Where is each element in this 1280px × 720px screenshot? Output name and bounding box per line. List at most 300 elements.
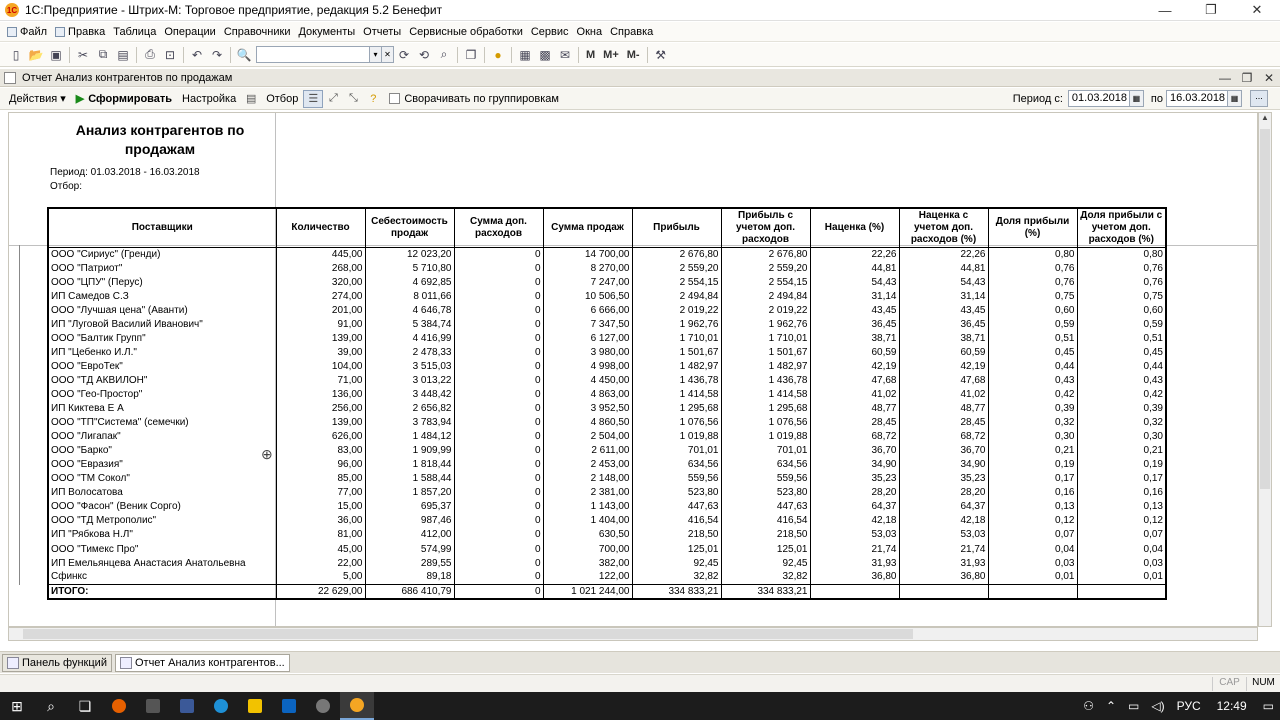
num-indicator: NUM bbox=[1246, 677, 1280, 691]
table-cell-value: 48,77 bbox=[810, 402, 899, 416]
settings-button[interactable]: Настройка bbox=[182, 92, 237, 105]
table-cell-value: 0,32 bbox=[1077, 416, 1166, 430]
table-cell-value: 523,80 bbox=[632, 486, 721, 500]
collapse-groups-checkbox[interactable] bbox=[389, 93, 400, 104]
edge-icon[interactable] bbox=[204, 692, 238, 720]
document-title: Отчет Анализ контрагентов по продажам bbox=[22, 71, 233, 84]
period-to-label: по bbox=[1150, 92, 1163, 105]
table-row[interactable] bbox=[48, 261, 1166, 275]
scrollbar-thumb[interactable] bbox=[1260, 129, 1270, 489]
table-cell-value: 38,71 bbox=[899, 331, 988, 345]
calendar-icon[interactable]: ▦ bbox=[1130, 90, 1144, 107]
table-cell-value: 1 436,78 bbox=[721, 373, 810, 387]
table-cell-value: 2 554,15 bbox=[632, 275, 721, 289]
memory-subtract-button[interactable]: M- bbox=[626, 48, 640, 61]
menu-operations[interactable]: Операции bbox=[164, 25, 216, 38]
table-cell-value: 0 bbox=[454, 556, 543, 570]
table-cell-value: 686 410,79 bbox=[365, 584, 454, 599]
play-icon: ▶ bbox=[75, 93, 85, 105]
menu-edit-label: Правка bbox=[68, 25, 106, 38]
scroll-up-icon[interactable]: ▲ bbox=[1261, 113, 1269, 122]
table-header-row bbox=[48, 208, 1166, 247]
table-cell-value: 60,59 bbox=[899, 345, 988, 359]
table-cell-value: 0 bbox=[454, 542, 543, 556]
table-row[interactable] bbox=[48, 472, 1166, 486]
table-row[interactable] bbox=[48, 345, 1166, 359]
cursor-icon: ⊕ bbox=[261, 446, 273, 462]
menu-windows[interactable]: Окна bbox=[576, 25, 603, 38]
firefox-icon[interactable] bbox=[102, 692, 136, 720]
table-cell-value: 2 148,00 bbox=[543, 472, 632, 486]
table-total-row[interactable] bbox=[48, 584, 1166, 599]
table-cell-value: 0 bbox=[454, 345, 543, 359]
outlook-icon[interactable] bbox=[272, 692, 306, 720]
filter-icon[interactable]: ▤ bbox=[246, 93, 257, 105]
table-cell-value: 0,45 bbox=[988, 345, 1077, 359]
table-row[interactable] bbox=[48, 486, 1166, 500]
table-cell-value: 2 656,82 bbox=[365, 402, 454, 416]
report-spreadsheet[interactable] bbox=[8, 112, 1258, 627]
table-cell-value: 2 019,22 bbox=[632, 303, 721, 317]
notifications-icon[interactable]: ▭ bbox=[1262, 699, 1274, 713]
table-cell-supplier: ООО "Патриот" bbox=[48, 261, 276, 275]
table-row[interactable] bbox=[48, 528, 1166, 542]
column-header-cost: Себестоимость продаж bbox=[365, 208, 454, 247]
table-cell-value: 0,75 bbox=[988, 289, 1077, 303]
copy-icon[interactable]: ⧉ bbox=[98, 47, 108, 61]
table-row[interactable] bbox=[48, 247, 1166, 261]
table-cell-value: 0 bbox=[454, 373, 543, 387]
table-cell-value: 268,00 bbox=[276, 261, 365, 275]
open-folder-icon[interactable]: 📂 bbox=[28, 47, 44, 62]
table-cell-value: 630,50 bbox=[543, 528, 632, 542]
save-app-icon[interactable] bbox=[170, 692, 204, 720]
table-cell-value: 4 416,99 bbox=[365, 331, 454, 345]
table-cell-value: 91,00 bbox=[276, 317, 365, 331]
table-cell-supplier: ООО "Балтик Групп" bbox=[48, 331, 276, 345]
redo-icon[interactable]: ↷ bbox=[211, 47, 223, 62]
table-cell-value: 6 127,00 bbox=[543, 331, 632, 345]
horizontal-scrollbar[interactable] bbox=[8, 627, 1258, 641]
table-row[interactable] bbox=[48, 303, 1166, 317]
table-row[interactable] bbox=[48, 402, 1166, 416]
table-cell-value: 21,74 bbox=[810, 542, 899, 556]
tab-report[interactable] bbox=[115, 654, 290, 672]
table-cell-value: 36,45 bbox=[899, 317, 988, 331]
table-cell-value: 3 783,94 bbox=[365, 416, 454, 430]
table-cell-value: 0 bbox=[454, 416, 543, 430]
vertical-scrollbar[interactable] bbox=[1258, 112, 1272, 627]
table-cell-value: 0,80 bbox=[988, 247, 1077, 261]
table-cell-supplier: ООО "Гео-Простор" bbox=[48, 387, 276, 401]
doc-restore-button[interactable]: ❐ bbox=[1241, 70, 1253, 85]
table-cell-value: 0,76 bbox=[1077, 261, 1166, 275]
table-cell-value: 701,01 bbox=[632, 444, 721, 458]
table-cell-supplier: ООО "ЦПУ" (Перус) bbox=[48, 275, 276, 289]
info-icon[interactable]: ● bbox=[494, 47, 502, 62]
table-cell-value: 38,71 bbox=[810, 331, 899, 345]
table-cell-value: 47,68 bbox=[810, 373, 899, 387]
table-cell-value: 0,17 bbox=[988, 472, 1077, 486]
menu-table[interactable]: Таблица bbox=[113, 25, 157, 38]
table-cell-value: 14 700,00 bbox=[543, 247, 632, 261]
report-title: Анализ контрагентов по продажам bbox=[75, 122, 245, 157]
table-cell-supplier: ООО "ЕвроТек" bbox=[48, 359, 276, 373]
table-cell-value: 334 833,21 bbox=[721, 584, 810, 599]
undo-icon[interactable]: ↶ bbox=[191, 47, 203, 62]
table-cell-value: 60,59 bbox=[810, 345, 899, 359]
table-cell-value: 35,23 bbox=[899, 472, 988, 486]
table-row[interactable] bbox=[48, 416, 1166, 430]
app-logo-icon: 1С bbox=[5, 3, 19, 17]
table-cell-value: 0 bbox=[454, 303, 543, 317]
table-cell-value: 4 860,50 bbox=[543, 416, 632, 430]
table-cell-value: 1 295,68 bbox=[632, 402, 721, 416]
table-cell-value: 1 501,67 bbox=[632, 345, 721, 359]
file-menu-icon bbox=[7, 27, 17, 37]
table-row[interactable] bbox=[48, 556, 1166, 570]
table-cell-value: 2 554,15 bbox=[721, 275, 810, 289]
table-view-icon[interactable]: ☰ bbox=[303, 90, 323, 108]
table-cell-value: 0,39 bbox=[988, 402, 1077, 416]
main-toolbar bbox=[0, 43, 1280, 67]
table-cell-value: 2 478,33 bbox=[365, 345, 454, 359]
task-view-icon[interactable]: ❏ bbox=[78, 697, 92, 714]
table-cell-value: 28,45 bbox=[810, 416, 899, 430]
table-cell-value: 0 bbox=[454, 472, 543, 486]
table-cell-value: 0,17 bbox=[1077, 472, 1166, 486]
table-cell-value: 44,81 bbox=[899, 261, 988, 275]
column-header-suppliers: Поставщики bbox=[48, 208, 276, 247]
document-toolbar bbox=[0, 88, 1280, 110]
menu-edit[interactable] bbox=[52, 26, 110, 38]
chevron-up-icon[interactable]: ⌃ bbox=[1105, 699, 1117, 713]
find-all-icon[interactable]: ⌕ bbox=[440, 47, 448, 61]
table-cell-value: 36,45 bbox=[810, 317, 899, 331]
table-cell-supplier: ООО "Евразия" bbox=[48, 458, 276, 472]
table-cell-value: 2 611,00 bbox=[543, 444, 632, 458]
app-icon[interactable] bbox=[306, 692, 340, 720]
table-cell-supplier: ООО "Лигапак" bbox=[48, 430, 276, 444]
network-icon[interactable]: ▭ bbox=[1128, 699, 1140, 713]
table-cell-value: 41,02 bbox=[810, 387, 899, 401]
windows-taskbar bbox=[0, 692, 1280, 720]
toolbar-separator bbox=[230, 47, 231, 63]
caps-indicator: CAP bbox=[1212, 677, 1246, 691]
toolbar-separator bbox=[136, 47, 137, 63]
table-row[interactable] bbox=[48, 570, 1166, 584]
menu-catalogs[interactable]: Справочники bbox=[223, 25, 291, 38]
period-from-input[interactable]: 01.03.2018 bbox=[1068, 90, 1130, 107]
table-cell-value: 256,00 bbox=[276, 402, 365, 416]
calendar-icon[interactable]: ▩ bbox=[539, 47, 551, 62]
expand-icon[interactable]: ⤢ bbox=[328, 92, 338, 104]
menu-bar bbox=[0, 22, 1280, 42]
tab-label: Отчет Анализ контрагентов... bbox=[134, 656, 285, 669]
table-cell-value: 2 453,00 bbox=[543, 458, 632, 472]
column-header-sales: Сумма продаж bbox=[543, 208, 632, 247]
table-cell-value: 136,00 bbox=[276, 387, 365, 401]
toolbar-separator bbox=[511, 47, 512, 63]
table-cell-value: 416,54 bbox=[721, 514, 810, 528]
memory-add-button[interactable]: M+ bbox=[603, 48, 619, 61]
menu-reports[interactable]: Отчеты bbox=[363, 25, 402, 38]
generate-button[interactable] bbox=[71, 92, 177, 105]
table-row[interactable] bbox=[48, 500, 1166, 514]
search-input[interactable] bbox=[256, 46, 370, 63]
menu-file[interactable] bbox=[4, 26, 52, 38]
table-cell-value: 77,00 bbox=[276, 486, 365, 500]
table-cell-value: 53,03 bbox=[899, 528, 988, 542]
table-row[interactable] bbox=[48, 387, 1166, 401]
start-icon[interactable]: ⊞ bbox=[11, 697, 23, 714]
table-row[interactable] bbox=[48, 275, 1166, 289]
menu-service-processing[interactable]: Сервисные обработки bbox=[409, 25, 523, 38]
doc-close-button[interactable]: ✕ bbox=[1263, 70, 1275, 85]
table-cell-value: 28,20 bbox=[899, 486, 988, 500]
actions-menu[interactable]: Действия ▾ bbox=[9, 93, 66, 105]
table-cell-value: 125,01 bbox=[632, 542, 721, 556]
table-cell-value: 416,54 bbox=[632, 514, 721, 528]
table-cell-value: 3 013,22 bbox=[365, 373, 454, 387]
table-cell-value: 8 270,00 bbox=[543, 261, 632, 275]
table-cell-value: 4 450,00 bbox=[543, 373, 632, 387]
table-cell-value: 0 bbox=[454, 430, 543, 444]
volume-icon[interactable]: ◁) bbox=[1151, 699, 1165, 713]
report-icon bbox=[120, 657, 132, 669]
table-cell-value: 96,00 bbox=[276, 458, 365, 472]
memory-button[interactable]: M bbox=[586, 48, 596, 61]
table-cell-value: 0 bbox=[454, 359, 543, 373]
period-from-label: Период с: bbox=[1012, 92, 1063, 105]
table-cell-value: 0 bbox=[454, 528, 543, 542]
clear-search-icon[interactable]: ✕ bbox=[382, 46, 394, 63]
table-cell-value: 0,59 bbox=[1077, 317, 1166, 331]
table-cell-value: 28,20 bbox=[810, 486, 899, 500]
table-row[interactable] bbox=[48, 458, 1166, 472]
filter-button[interactable]: Отбор bbox=[266, 92, 299, 105]
table-cell-value: 0,59 bbox=[988, 317, 1077, 331]
table-cell-value: 0,75 bbox=[1077, 289, 1166, 303]
table-cell-value: 4 646,78 bbox=[365, 303, 454, 317]
menu-documents[interactable]: Документы bbox=[298, 25, 356, 38]
table-cell-value: 36,70 bbox=[899, 444, 988, 458]
table-cell-value: 447,63 bbox=[632, 500, 721, 514]
table-cell-value: 85,00 bbox=[276, 472, 365, 486]
table-cell-value: 0,60 bbox=[988, 303, 1077, 317]
table-cell-value bbox=[810, 584, 899, 599]
print-icon[interactable]: ⎙ bbox=[145, 47, 155, 61]
period-to-input[interactable]: 16.03.2018 bbox=[1166, 90, 1228, 107]
table-cell-value: 1 482,97 bbox=[721, 359, 810, 373]
table-cell-value: 0,76 bbox=[988, 261, 1077, 275]
collapse-icon[interactable]: ⤡ bbox=[348, 92, 358, 104]
table-cell-supplier: ИП Емельянцева Анастасия Анатольевна bbox=[48, 556, 276, 570]
menu-help[interactable]: Справка bbox=[610, 25, 654, 38]
1c-taskbar-icon[interactable] bbox=[340, 692, 374, 720]
table-cell-value: 0,21 bbox=[988, 444, 1077, 458]
table-row[interactable] bbox=[48, 359, 1166, 373]
table-cell-value: 3 952,50 bbox=[543, 402, 632, 416]
table-cell-value: 445,00 bbox=[276, 247, 365, 261]
table-cell-value: 36,70 bbox=[810, 444, 899, 458]
table-cell-value: 0,12 bbox=[1077, 514, 1166, 528]
calculator-icon[interactable]: ▦ bbox=[519, 47, 531, 62]
table-cell-value: 4 863,00 bbox=[543, 387, 632, 401]
table-cell-value: 412,00 bbox=[365, 528, 454, 542]
table-cell-value: 523,80 bbox=[721, 486, 810, 500]
table-cell-value: 22 629,00 bbox=[276, 584, 365, 599]
tools-icon[interactable]: ⚒ bbox=[655, 47, 666, 62]
save-icon[interactable]: ▣ bbox=[50, 47, 62, 62]
table-cell-value: 1 962,76 bbox=[721, 317, 810, 331]
table-cell-value: 7 247,00 bbox=[543, 275, 632, 289]
table-cell-value: 0,42 bbox=[988, 387, 1077, 401]
table-cell-value: 0 bbox=[454, 584, 543, 599]
table-cell-value: 0,44 bbox=[988, 359, 1077, 373]
table-cell-value: 2 494,84 bbox=[721, 289, 810, 303]
table-cell-value: 700,00 bbox=[543, 542, 632, 556]
table-cell-value: 54,43 bbox=[810, 275, 899, 289]
mail-icon[interactable]: ✉ bbox=[559, 47, 571, 62]
generate-label: Сформировать bbox=[88, 92, 173, 105]
table-cell-value: 574,99 bbox=[365, 542, 454, 556]
table-cell-value: 1 404,00 bbox=[543, 514, 632, 528]
help-icon[interactable]: ? bbox=[370, 92, 377, 105]
search-icon[interactable]: 🔍 bbox=[236, 47, 252, 62]
windows-icon[interactable]: ❐ bbox=[465, 47, 477, 62]
tab-function-panel[interactable] bbox=[2, 654, 112, 672]
table-cell-value: 1 019,88 bbox=[721, 430, 810, 444]
table-row[interactable] bbox=[48, 444, 1166, 458]
table-cell-value: 36,00 bbox=[276, 514, 365, 528]
table-cell-value: 0,51 bbox=[1077, 331, 1166, 345]
table-cell-value: 2 494,84 bbox=[632, 289, 721, 303]
table-cell-value: 0 bbox=[454, 514, 543, 528]
table-cell-value: 15,00 bbox=[276, 500, 365, 514]
table-cell-value: 634,56 bbox=[721, 458, 810, 472]
table-cell-supplier: ИП "Цебенко И.Л." bbox=[48, 345, 276, 359]
report-table bbox=[47, 207, 1167, 600]
table-cell-value: 3 515,03 bbox=[365, 359, 454, 373]
table-row[interactable] bbox=[48, 331, 1166, 345]
table-cell-value: 1 710,01 bbox=[632, 331, 721, 345]
close-button[interactable]: ✕ bbox=[1251, 2, 1263, 17]
doc-minimize-button[interactable]: — bbox=[1219, 70, 1231, 85]
table-cell-value: 0,01 bbox=[1077, 570, 1166, 584]
minimize-button[interactable]: — bbox=[1158, 2, 1172, 18]
table-cell-value: 8 011,66 bbox=[365, 289, 454, 303]
table-row[interactable] bbox=[48, 542, 1166, 556]
table-cell-value: 1 295,68 bbox=[721, 402, 810, 416]
search-icon[interactable]: ⌕ bbox=[47, 697, 55, 714]
table-cell-value: 64,37 bbox=[899, 500, 988, 514]
table-cell-value: 1 501,67 bbox=[721, 345, 810, 359]
table-cell-value: 0,21 bbox=[1077, 444, 1166, 458]
table-cell-supplier: ООО "ТМ Сокол" bbox=[48, 472, 276, 486]
paste-icon[interactable]: ▤ bbox=[117, 47, 129, 62]
find-prev-icon[interactable]: ⟲ bbox=[418, 47, 430, 62]
table-cell-value: 987,46 bbox=[365, 514, 454, 528]
new-document-icon[interactable]: ▯ bbox=[12, 47, 20, 62]
table-cell-supplier: ООО "ТД Метрополис" bbox=[48, 514, 276, 528]
table-cell-value: 701,01 bbox=[721, 444, 810, 458]
table-cell-value: 1 143,00 bbox=[543, 500, 632, 514]
table-row[interactable] bbox=[48, 373, 1166, 387]
find-next-icon[interactable]: ⟳ bbox=[398, 47, 410, 62]
table-cell-value: 2 504,00 bbox=[543, 430, 632, 444]
table-cell-value: 0,76 bbox=[988, 275, 1077, 289]
table-cell-value: 2 676,80 bbox=[721, 247, 810, 261]
report-filter: Отбор: bbox=[50, 181, 82, 192]
table-cell-value: 0,51 bbox=[988, 331, 1077, 345]
table-cell-value: 274,00 bbox=[276, 289, 365, 303]
report-body bbox=[48, 247, 1166, 599]
table-cell-value: 53,03 bbox=[810, 528, 899, 542]
table-cell-value: 0,44 bbox=[1077, 359, 1166, 373]
table-cell-value bbox=[988, 584, 1077, 599]
table-cell-value: 0 bbox=[454, 247, 543, 261]
chevron-down-icon[interactable]: ▾ bbox=[370, 46, 382, 63]
table-cell-value: 83,00 bbox=[276, 444, 365, 458]
table-cell-supplier: ИП Киктева Е А bbox=[48, 402, 276, 416]
notes-icon[interactable] bbox=[238, 692, 272, 720]
title-bar bbox=[0, 0, 1280, 21]
table-cell-supplier: ООО "Барко" bbox=[48, 444, 276, 458]
table-cell-value: 0 bbox=[454, 486, 543, 500]
print-preview-icon[interactable]: ⊡ bbox=[164, 47, 176, 62]
scrollbar-thumb[interactable] bbox=[23, 629, 913, 639]
table-cell-value: 0,30 bbox=[1077, 430, 1166, 444]
table-cell-value: 218,50 bbox=[721, 528, 810, 542]
calendar-icon[interactable]: ▦ bbox=[1228, 90, 1242, 107]
table-cell-value: 0,76 bbox=[1077, 275, 1166, 289]
window-tabs bbox=[0, 651, 1280, 673]
tab-label: Панель функций bbox=[22, 656, 107, 669]
table-cell-value: 334 833,21 bbox=[632, 584, 721, 599]
system-tray bbox=[1077, 699, 1280, 713]
table-cell-value: 0,43 bbox=[988, 373, 1077, 387]
table-cell-value: 43,45 bbox=[810, 303, 899, 317]
table-cell-value: 0 bbox=[454, 500, 543, 514]
report-document-icon bbox=[4, 72, 16, 84]
table-cell-value: 559,56 bbox=[721, 472, 810, 486]
menu-file-label: Файл bbox=[20, 25, 48, 38]
table-cell-value: 28,45 bbox=[899, 416, 988, 430]
table-cell-value: 1 414,58 bbox=[721, 387, 810, 401]
table-row[interactable] bbox=[48, 430, 1166, 444]
cut-icon[interactable]: ✂ bbox=[77, 47, 89, 62]
clock[interactable]: 12:49 bbox=[1216, 699, 1247, 713]
table-row[interactable] bbox=[48, 317, 1166, 331]
column-header-quantity: Количество bbox=[276, 208, 365, 247]
maximize-button[interactable]: ❐ bbox=[1205, 2, 1217, 17]
table-cell-value: 10 506,50 bbox=[543, 289, 632, 303]
table-row[interactable] bbox=[48, 289, 1166, 303]
store-icon[interactable] bbox=[136, 692, 170, 720]
language-indicator[interactable]: РУС bbox=[1176, 699, 1201, 713]
table-cell-value: 559,56 bbox=[632, 472, 721, 486]
table-row[interactable] bbox=[48, 514, 1166, 528]
table-cell-value: 42,18 bbox=[899, 514, 988, 528]
menu-service[interactable]: Сервис bbox=[530, 25, 569, 38]
table-cell-supplier: ООО "Тимекс Про" bbox=[48, 542, 276, 556]
table-cell-value: 64,37 bbox=[810, 500, 899, 514]
period-select-button[interactable]: ... bbox=[1250, 90, 1268, 107]
table-cell-value: 1 857,20 bbox=[365, 486, 454, 500]
people-icon[interactable]: ⚇ bbox=[1083, 699, 1094, 713]
table-cell-value: 89,18 bbox=[365, 570, 454, 584]
